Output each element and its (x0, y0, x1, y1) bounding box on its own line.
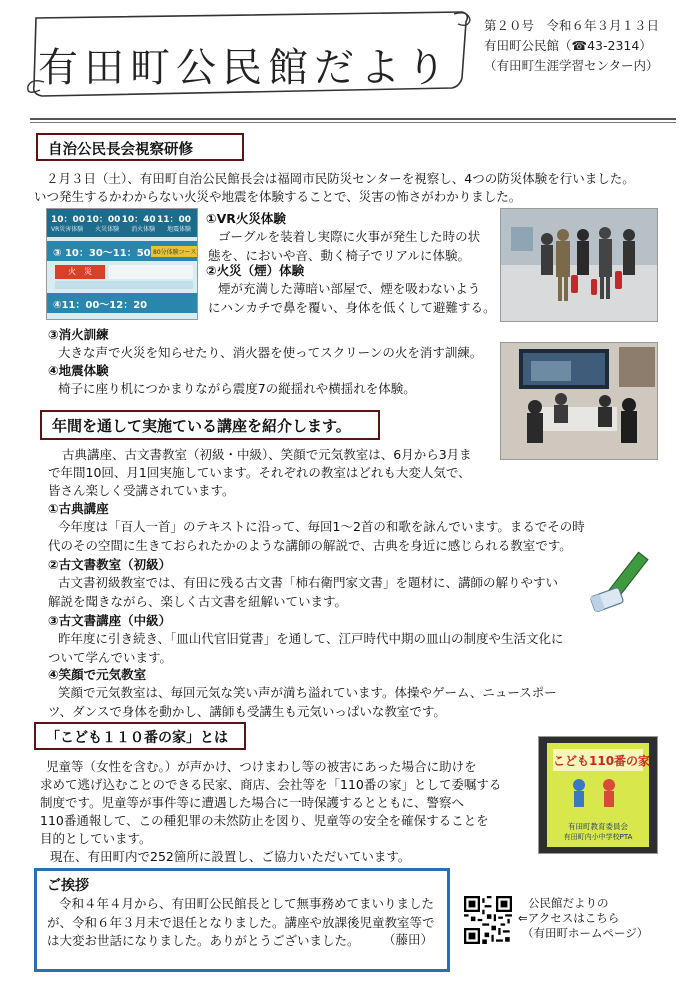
experience-earthquake: ④地震体験 椅子に座り机につかまりながら震度7の縦揺れや横揺れを体験。 (48, 362, 498, 399)
intro-line: ２月３日（土）、有田町自治公民館長会は福岡市民防災センターを視察し、4つの防災体験を行いました。 (46, 171, 635, 186)
body-line: 110番通報して、この種犯罪の未然防止を図り、児童等の安全を確保することを (40, 813, 489, 828)
item-title: ③消火訓練 (48, 327, 109, 342)
section-heading: 「こども１１０番の家」とは (34, 722, 246, 750)
greeting-signature: （藤田） (382, 932, 433, 947)
earthquake-experience-photo (500, 342, 658, 460)
greeting-heading: ご挨拶 (47, 878, 89, 894)
divider (30, 118, 676, 120)
experience-fire-drill: ③消火訓練 大きな声で火災を知らせたり、消火器を使ってスクリーンの火を消す訓練。 (48, 326, 498, 363)
experience-smoke: ②火災（煙）体験 煙が充満した薄暗い部屋で、煙を吸わないよう にハンカチで鼻を覆い、身体を低くして避難する。 (206, 263, 496, 315)
intro-line: で年間10回、月1回実施しています。それぞれの教室はどれも大変人気で、 (48, 465, 471, 480)
section-heading: 年間を通して実施ている講座を紹介します。 (40, 410, 380, 440)
issue-line: 第２０号 令和６年３月１３日 (484, 18, 660, 33)
body-line: 児童等（女性を含む。）が声かけ、つけまわし等の被害にあった場合に助けを (46, 759, 477, 774)
course-old-documents-intermediate: ③古文書講座（中級） 昨年度に引き続き、「皿山代官旧覚書」を通して、江戸時代中期の皿山の制度や生活文化に ついて学んでいます。 (48, 613, 564, 665)
course-smile-health: ④笑顔で元気教室 笑顔で元気教室は、毎回元気な笑い声が満ち溢れています。体操やゲーム、ニュースポー ツ、ダンスで身体を動かし、講師も受講生も元気いっぱいな教室です。 (48, 667, 557, 719)
body-line: 現在、有田町内で252箇所に設置し、ご協力いただいています。 (50, 849, 411, 864)
experience-vr: ①VR火災体験 ゴーグルを装着し実際に火事が発生した時の状 態を、においや音、動く椅子でリアルに体験。 (206, 210, 496, 265)
greeting-box (34, 868, 450, 972)
kodomo-110-flag-photo: こども110番の家 有田町教育委員会 有田町内小中学校PTA (538, 736, 658, 854)
greeting-text: 令和４年４月から、有田町公民館長として無事務めてまいりましたが、令和６年３月末で退任となりました。講座や放課後児童教室等では大変お世話になりました。ありがとうございました。 (47, 896, 435, 948)
extinguisher-training-photo (500, 208, 658, 322)
publisher-sub: （有田町生涯学習センター内） (484, 58, 659, 73)
item-title: ②火災（煙）体験 (206, 263, 305, 278)
divider (30, 122, 676, 123)
qr-code[interactable] (464, 896, 512, 944)
intro-line: 古典講座、古文書教室（初級・中級）、笑顔で元気教室は、6月から3月ま (62, 447, 472, 462)
intro-line: 皆さん楽しく受講されています。 (48, 483, 235, 498)
course-old-documents-beginner: ②古文書教室（初級） 古文書初級教室では、有田に残る古文書「柿右衛門家文書」を題材に、講師の解りやすい 解説を聞きながら、楽しく古文書を紐解いています。 (48, 557, 559, 609)
publisher: 有田町公民館（☎43-2314） (484, 38, 652, 53)
intro-line: いつ発生するかわからない火災や地震を体験することで、災害の怖さがわかりました。 (34, 189, 522, 204)
body-line: 目的としています。 (40, 831, 152, 846)
body-line: 制度です。児童等が事件等に遭遇した場合に一時保護するとともに、警察へ (40, 795, 465, 810)
section-heading: 自治公民長会視察研修 (36, 133, 244, 161)
pencil-eraser-illustration (576, 548, 656, 622)
item-title: ④地震体験 (48, 363, 109, 378)
newsletter-title: 有田町公民館だより (38, 45, 452, 91)
qr-caption: 公民館だよりの ⇐アクセスはこちら （有田町ホームページ） (518, 896, 649, 940)
item-title: ①VR火災体験 (206, 211, 286, 226)
body-line: 求めて逃げ込むことのできる民家、商店、会社等を「110番の家」として委嘱する (40, 777, 502, 792)
schedule-board-photo: 10：00 10：00 10：40 11：00 VR災害体験 火災体験 消火体験 地震体験 ③ 10：30～11：50 80分体験コース 火 災 ④11：00～12：20 (46, 208, 198, 320)
course-classics: ①古典講座 今年度は「百人一首」のテキストに沿って、毎回1～2首の和歌を詠んでいます。まるでその時 代のその空間に生きておられたかのような講師の解説で、古典を身近に感じられる教室です。 (48, 501, 585, 553)
issue-info (484, 16, 659, 76)
